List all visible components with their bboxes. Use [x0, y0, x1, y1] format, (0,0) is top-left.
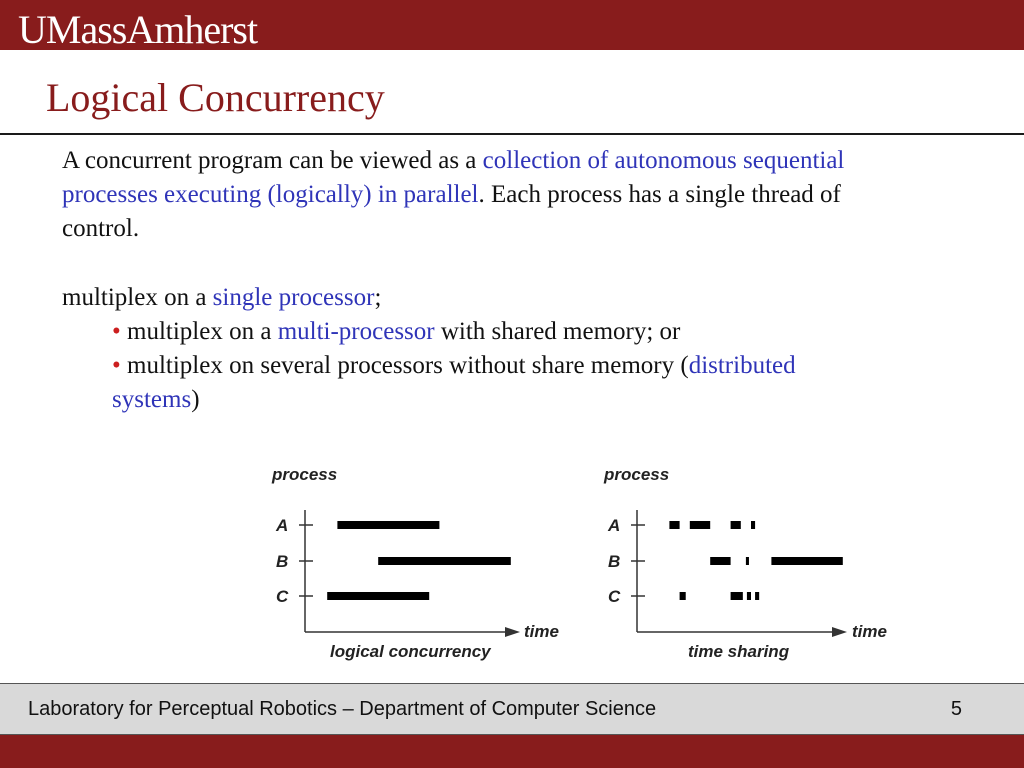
process-segment-b: [771, 557, 842, 565]
umass-logo: UMassAmherst: [18, 7, 258, 52]
list-highlight: single processor: [212, 284, 375, 311]
list-text: with shared memory; or: [434, 318, 681, 345]
list-text: multiplex on a: [127, 318, 278, 345]
process-segment-a: [731, 521, 741, 529]
process-segment-a: [669, 521, 679, 529]
x-axis-arrow-icon: [832, 627, 847, 637]
paragraph-text: control.: [62, 215, 140, 242]
page-number: 5: [950, 698, 962, 720]
list-highlight: systems: [112, 386, 192, 413]
process-segment-c: [747, 592, 751, 600]
process-label-b: B: [276, 552, 289, 571]
paragraph-text: . Each process has a single thread of: [478, 181, 841, 208]
footer-bar: [0, 683, 1024, 735]
bullet-icon: •: [112, 318, 121, 345]
process-label-c: C: [276, 587, 289, 606]
x-axis-arrow-icon: [505, 627, 520, 637]
title-divider: [0, 133, 1024, 135]
list-item-3: [112, 349, 796, 383]
list-item-1: [62, 281, 381, 315]
list-text: ): [191, 386, 200, 413]
process-label-b: B: [608, 552, 621, 571]
process-segment-a: [337, 521, 439, 529]
axis-label-process: process: [604, 465, 670, 484]
process-segment-b: [746, 557, 749, 565]
process-segment-c: [731, 592, 743, 600]
caption-time-sharing: time sharing: [688, 642, 790, 661]
process-segment-a: [690, 521, 710, 529]
axis-label-time: time: [524, 622, 559, 641]
paragraph-highlight: collection of autonomous sequential: [482, 147, 845, 174]
bullet-icon: •: [112, 352, 121, 379]
logical-concurrency-diagram: [262, 455, 572, 670]
process-segment-b: [378, 557, 511, 565]
axis-label-process: process: [272, 465, 338, 484]
paragraph-line-1: [62, 144, 844, 178]
paragraph-text: A concurrent program can be viewed as a: [62, 147, 483, 174]
list-text: multiplex on a: [62, 284, 213, 311]
process-segment-b: [710, 557, 730, 565]
slide-title: Logical Concurrency: [46, 75, 385, 120]
process-segment-c: [755, 592, 759, 600]
process-segment-c: [680, 592, 686, 600]
list-text: ;: [374, 284, 382, 311]
paragraph-highlight: processes executing (logically) in parallel: [62, 181, 479, 208]
list-item-3-continued: [112, 383, 200, 417]
footer-text: Laboratory for Perceptual Robotics – Department of Computer Science: [28, 698, 657, 720]
paragraph-line-2: [62, 178, 841, 212]
list-text: multiplex on several processors without share memory (: [127, 352, 689, 379]
header-bar: [0, 0, 1024, 50]
caption-logical-concurrency: logical concurrency: [330, 642, 491, 661]
process-segment-c: [327, 592, 429, 600]
list-highlight: distributed: [688, 352, 796, 379]
time-sharing-diagram: [594, 455, 904, 670]
paragraph-line-3: [62, 212, 139, 246]
list-item-2: [112, 315, 680, 349]
axis-label-time: time: [852, 622, 887, 641]
bottom-bar: [0, 735, 1024, 768]
process-label-c: C: [608, 587, 621, 606]
process-label-a: A: [276, 516, 289, 535]
list-highlight: multi-processor: [277, 318, 435, 345]
process-segment-a: [751, 521, 755, 529]
process-label-a: A: [608, 516, 621, 535]
